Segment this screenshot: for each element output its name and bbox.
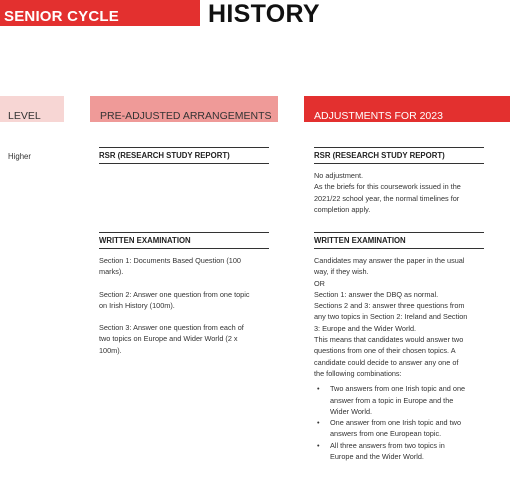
pre-exam-paragraph: Section 1: Documents Based Question (100 marks).: [99, 256, 241, 277]
adj-rsr-heading: RSR (RESEARCH STUDY REPORT): [314, 148, 484, 164]
pre-rsr-heading: RSR (RESEARCH STUDY REPORT): [99, 148, 269, 164]
combination-option: • Two answers from one Irish topic and one answer from a topic in Europe and the Wider World.: [314, 383, 484, 417]
pre-adjusted-column-label: PRE-ADJUSTED ARRANGEMENTS: [100, 110, 272, 122]
pre-exam-paragraph: Section 3: Answer one question from each of two topics on Europe and Wider World (2 x 100m).: [99, 323, 244, 355]
adjustments-column-header: [304, 96, 510, 122]
combination-option: • All three answers from two topics in Europe and the Wider World.: [314, 440, 484, 463]
adjustments-column-label: ADJUSTMENTS FOR 2023: [314, 110, 443, 122]
adj-exam-section: [314, 232, 484, 462]
page-title: HISTORY: [208, 0, 320, 28]
pre-exam-body: [99, 255, 269, 356]
level-column-header: [0, 96, 64, 122]
level-column-label: LEVEL: [8, 110, 41, 122]
pre-exam-heading: WRITTEN EXAMINATION: [99, 233, 269, 249]
combination-option: • One answer from one Irish topic and two answers from one European topic.: [314, 417, 484, 440]
pre-adjusted-column-header: [90, 96, 278, 122]
combination-options-list: [314, 383, 484, 462]
senior-cycle-label: SENIOR CYCLE: [4, 8, 119, 25]
adj-rsr-section: [314, 147, 484, 215]
level-value: Higher: [8, 152, 31, 161]
pre-exam-paragraph: Section 2: Answer one question from one topic on Irish History (100m).: [99, 289, 250, 310]
adj-rsr-body: No adjustment. As the briefs for this coursework issued in the 2021/22 school year, the normal timelines for completion apply.: [314, 171, 461, 214]
adj-exam-heading: WRITTEN EXAMINATION: [314, 233, 484, 249]
adj-exam-body: Candidates may answer the paper in the usual way, if they wish. OR Section 1: answer the DBQ as normal. Sections 2 and 3: answer three questions from any two topics in Section 2: Ireland and Section 3: Europe and the Wider World. This means that candidates would answer two questions from one of their chosen topics. A candidate could decide to answer any one of the following combinations: • Two answers from one Irish topic and one answer from a topic in Europe and the Wider World. • One answer from one Irish topic and two answers from one European topic. • All three answers from two topics in Europe and the Wider World.: [314, 255, 484, 462]
pre-rsr-section: [99, 147, 269, 164]
pre-exam-section: [99, 232, 269, 367]
